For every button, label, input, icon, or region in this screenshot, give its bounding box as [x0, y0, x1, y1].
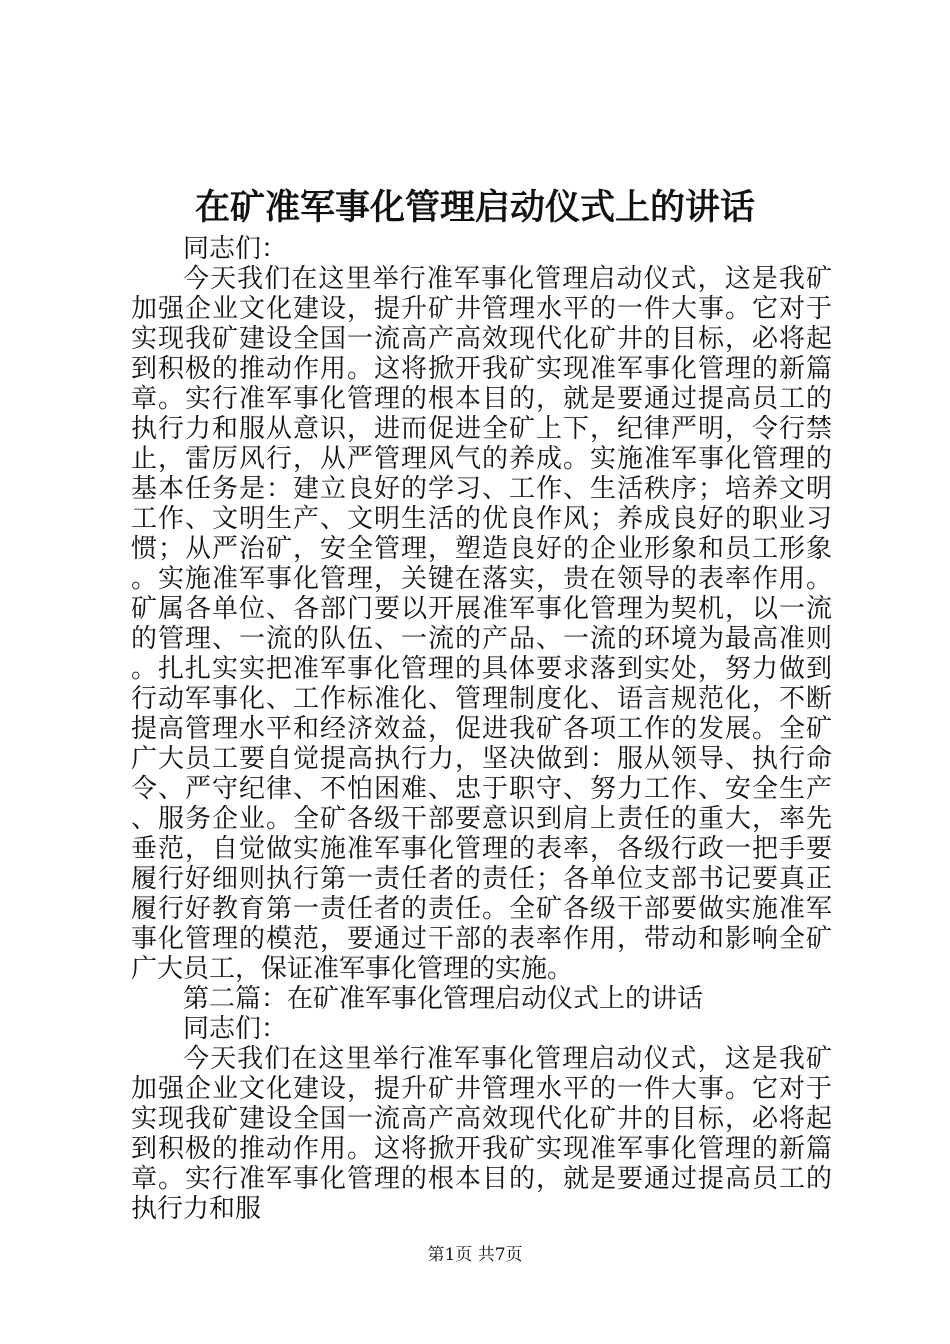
- section-heading: 第二篇：在矿准军事化管理启动仪式上的讲话: [183, 984, 704, 1014]
- document-title: 在矿准军事化管理启动仪式上的讲话: [194, 187, 755, 228]
- document-body: [131, 234, 832, 1224]
- salutation: 同志们：: [183, 1014, 288, 1044]
- page-number-footer: 第1页 共7页: [427, 1245, 523, 1265]
- body-paragraph: 今天我们在这里举行准军事化管理启动仪式，这是我矿加强企业文化建设，提升矿井管理水平的一件大事。它对于实现我矿建设全国一流高产高效现代化矿井的目标，必将起到积极的推动作用。这将掀开我矿实现准军事化管理的新篇章。实行准军事化管理的根本目的，就是要通过提高员工的执行力和服从意识，进而促进全矿上下，纪律严明，令行禁止，雷厉风行，从严管理风气的养成。实施准军事化管理的基本任务是：建立良好的学习、工作、生活秩序；培养文明工作、文明生产、文明生活的优良作风；养成良好的职业习惯；从严治矿，安全管理，塑造良好的企业形象和员工形象。实施准军事化管理，关键在落实，贵在领导的表率作用。矿属各单位、各部门要以开展准军事化管理为契机，以一流的管理、一流的队伍、一流的产品、一流的环境为最高准则。扎扎实实把准军事化管理的具体要求落到实处，努力做到行动军事化、工作标准化、管理制度化、语言规范化，不断提高管理水平和经济效益，促进我矿各项工作的发展。全矿广大员工要自觉提高执行力，坚决做到：服从领导、执行命令、严守纪律、不怕困难、忠于职守、努力工作、安全生产、服务企业。全矿各级干部要意识到肩上责任的重大，率先垂范，自觉做实施准军事化管理的表率，各级行政一把手要履行好细则执行第一责任者的责任；各单位支部书记要真正履行好教育第一责任者的责任。全矿各级干部要做实施准军事化管理的模范，要通过干部的表率作用，带动和影响全矿广大员工，保证准军事化管理的实施。: [131, 264, 832, 984]
- body-paragraph: 今天我们在这里举行准军事化管理启动仪式，这是我矿加强企业文化建设，提升矿井管理水平的一件大事。它对于实现我矿建设全国一流高产高效现代化矿井的目标，必将起到积极的推动作用。这将掀开我矿实现准军事化管理的新篇章。实行准军事化管理的根本目的，就是要通过提高员工的执行力和服: [131, 1044, 832, 1224]
- salutation: 同志们：: [183, 234, 288, 264]
